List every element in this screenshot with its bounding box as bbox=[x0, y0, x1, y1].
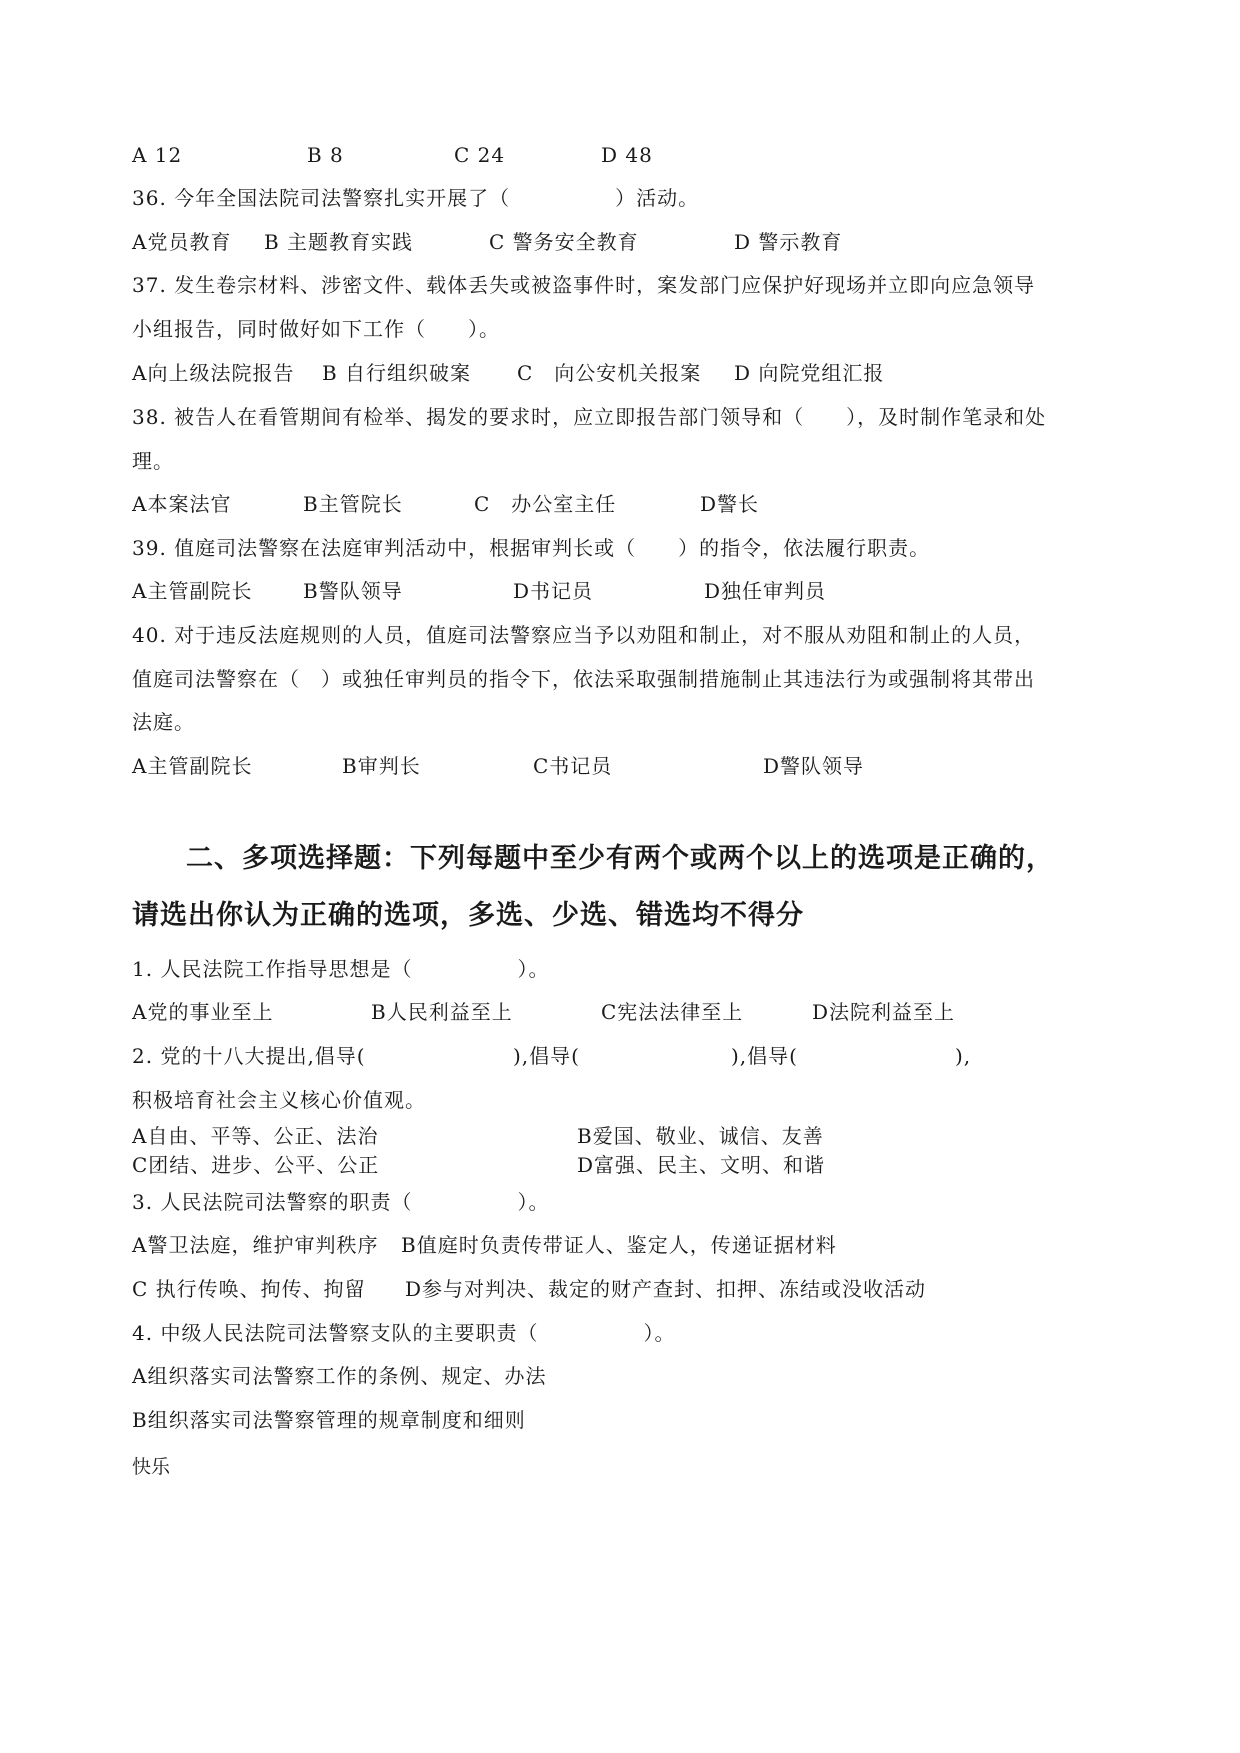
q39-option-d: D独任审判员 bbox=[704, 579, 827, 603]
multi-question-2-part-1: 2. 党的十八大提出,倡导( bbox=[132, 1044, 366, 1068]
q38-option-a: A本案法官 bbox=[132, 492, 232, 516]
multi-question-1-text: 1. 人民法院工作指导思想是（ ）。 bbox=[132, 957, 550, 981]
q40-option-a: A主管副院长 bbox=[132, 754, 253, 778]
q40-option-b: B审判长 bbox=[342, 754, 421, 778]
page-footer: 快乐 bbox=[132, 1456, 171, 1478]
q35-option-d: D 48 bbox=[601, 143, 653, 167]
q36-option-c: C 警务安全教育 bbox=[489, 230, 639, 254]
section-2-heading-line-1: 二、多项选择题：下列每题中至少有两个或两个以上的选项是正确的， bbox=[186, 843, 1054, 874]
m2-option-a: A自由、平等、公正、法治 bbox=[132, 1124, 379, 1148]
question-38-line-1: 38. 被告人在看管期间有检举、揭发的要求时，应立即报告部门领导和（ ），及时制作笔录和处 bbox=[132, 405, 1047, 429]
m3-option-a: A警卫法庭，维护审判秩序 bbox=[132, 1233, 379, 1257]
q35-option-b: B 8 bbox=[307, 143, 344, 167]
question-36-text: 36. 今年全国法院司法警察扎实开展了（ ）活动。 bbox=[132, 186, 700, 210]
multi-question-2-part-3: ),倡导( bbox=[731, 1044, 798, 1068]
question-39-text: 39. 值庭司法警察在法庭审判活动中，根据审判长或（ ）的指令，依法履行职责。 bbox=[132, 536, 931, 560]
q39-option-c: D书记员 bbox=[513, 579, 594, 603]
m3-option-d: D参与对判决、裁定的财产查封、扣押、冻结或没收活动 bbox=[405, 1277, 927, 1301]
question-40-line-1: 40. 对于违反法庭规则的人员，值庭司法警察应当予以劝阻和制止，对不服从劝阻和制止的人员， bbox=[132, 623, 1036, 647]
q40-option-d: D警队领导 bbox=[763, 754, 865, 778]
m3-option-c: C 执行传唤、拘传、拘留 bbox=[132, 1277, 366, 1301]
multi-question-4-text: 4. 中级人民法院司法警察支队的主要职责（ ）。 bbox=[132, 1321, 676, 1345]
q37-option-a: A向上级法院报告 bbox=[132, 361, 295, 385]
multi-question-2-part-4: ), bbox=[955, 1044, 972, 1068]
m1-option-b: B人民利益至上 bbox=[371, 1000, 513, 1024]
q40-option-c: C书记员 bbox=[533, 754, 613, 778]
q38-option-d: D警长 bbox=[700, 492, 760, 516]
m3-option-b: B值庭时负责传带证人、鉴定人，传递证据材料 bbox=[401, 1233, 837, 1257]
multi-question-3-text: 3. 人民法院司法警察的职责（ ）。 bbox=[132, 1190, 550, 1214]
q36-option-a: A党员教育 bbox=[132, 230, 232, 254]
q39-option-b: B警队领导 bbox=[303, 579, 403, 603]
question-40-line-2: 值庭司法警察在（ ）或独任审判员的指令下，依法采取强制措施制止其违法行为或强制将其带出 bbox=[132, 667, 1035, 691]
m1-option-c: C宪法法律至上 bbox=[601, 1000, 744, 1024]
section-2-heading-line-2: 请选出你认为正确的选项，多选、少选、错选均不得分 bbox=[132, 900, 804, 931]
m2-option-d: D富强、民主、文明、和谐 bbox=[577, 1153, 826, 1177]
question-37-line-2: 小组报告，同时做好如下工作（ ）。 bbox=[132, 317, 500, 341]
m4-option-b: B组织落实司法警察管理的规章制度和细则 bbox=[132, 1408, 526, 1432]
multi-question-2-part-2: ),倡导( bbox=[513, 1044, 580, 1068]
q35-option-a: A 12 bbox=[132, 143, 183, 167]
q37-option-d: D 向院党组汇报 bbox=[734, 361, 885, 385]
multi-question-2-line-2: 积极培育社会主义核心价值观。 bbox=[132, 1088, 426, 1112]
q35-option-c: C 24 bbox=[454, 143, 506, 167]
q37-option-c: C 向公安机关报案 bbox=[517, 361, 702, 385]
m1-option-a: A党的事业至上 bbox=[132, 1000, 274, 1024]
m4-option-a: A组织落实司法警察工作的条例、规定、办法 bbox=[132, 1364, 547, 1388]
q37-option-b: B 自行组织破案 bbox=[322, 361, 472, 385]
q38-option-b: B主管院长 bbox=[303, 492, 403, 516]
q36-option-d: D 警示教育 bbox=[734, 230, 843, 254]
q36-option-b: B 主题教育实践 bbox=[264, 230, 414, 254]
question-37-line-1: 37. 发生卷宗材料、涉密文件、载体丢失或被盗事件时，案发部门应保护好现场并立即向应急领导 bbox=[132, 273, 1036, 297]
question-38-line-2: 理。 bbox=[132, 449, 174, 473]
m2-option-b: B爱国、敬业、诚信、友善 bbox=[577, 1124, 824, 1148]
q39-option-a: A主管副院长 bbox=[132, 579, 253, 603]
question-40-line-3: 法庭。 bbox=[132, 710, 195, 734]
m1-option-d: D法院利益至上 bbox=[812, 1000, 956, 1024]
m2-option-c: C团结、进步、公平、公正 bbox=[132, 1153, 380, 1177]
q38-option-c: C 办公室主任 bbox=[474, 492, 617, 516]
